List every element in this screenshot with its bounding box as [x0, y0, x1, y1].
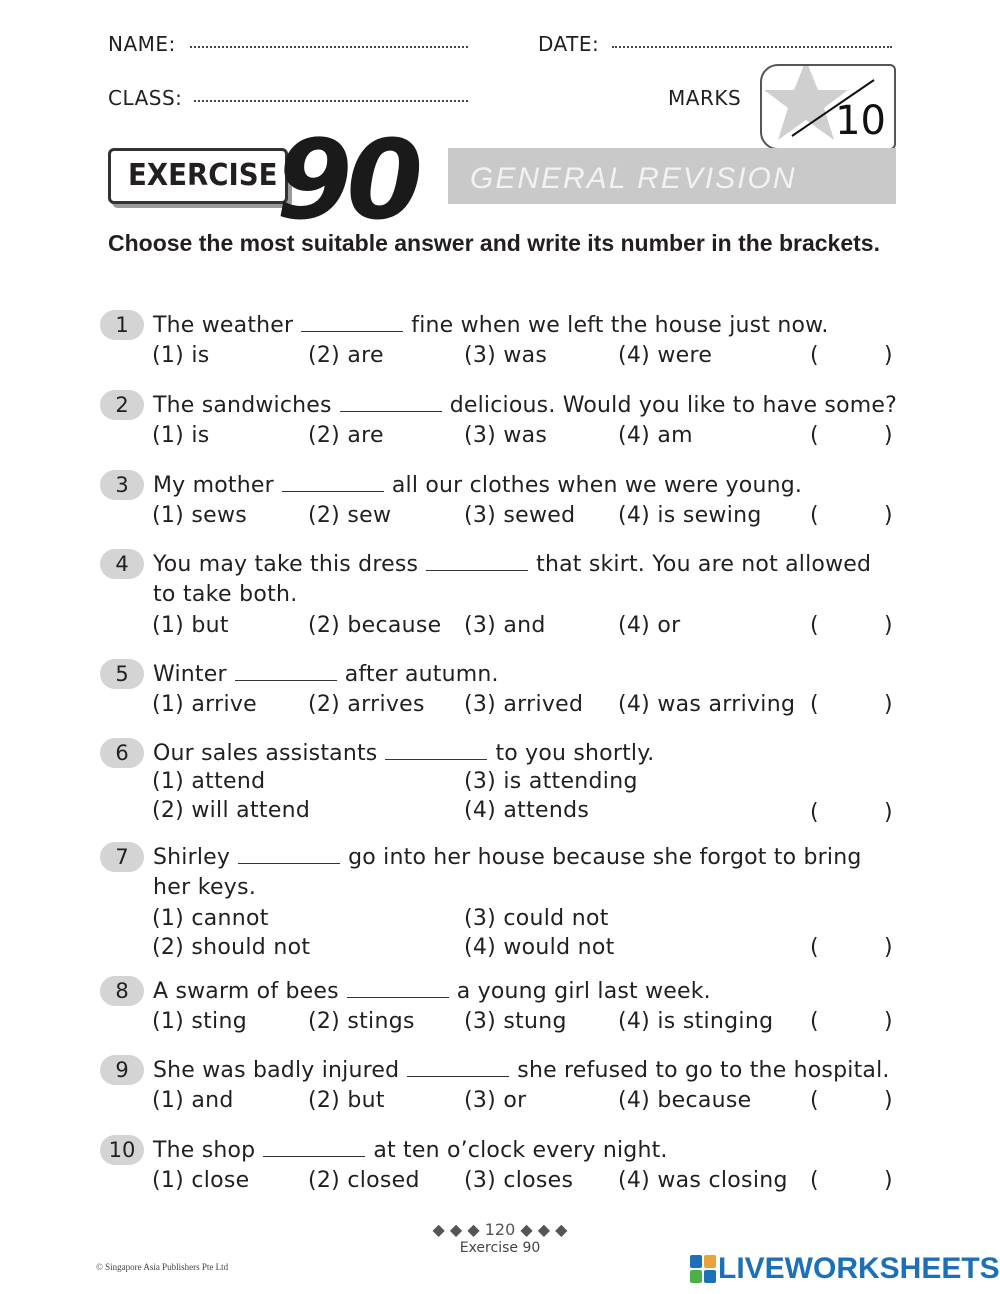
question-number-badge: 1	[100, 310, 144, 340]
class-label: CLASS:	[108, 86, 183, 110]
answer-input[interactable]	[824, 613, 882, 639]
answer-bracket-open: (	[810, 1009, 819, 1034]
option-3: (2) should not	[152, 935, 311, 960]
question-text	[153, 310, 900, 341]
answer-bracket-open: (	[810, 1088, 819, 1113]
question-text-after: after autumn.	[344, 662, 499, 687]
option-1: (1) attend	[152, 769, 266, 794]
answer-bracket-close: )	[884, 503, 893, 528]
copyright: © Singapore Asia Publishers Pte Ltd	[96, 1262, 229, 1272]
exercise-label: EXERCISE	[128, 158, 278, 193]
option-1: (1) cannot	[152, 906, 269, 931]
option-4: (4) or	[618, 613, 681, 638]
option-2: (3) could not	[464, 906, 609, 931]
answer-bracket-open: (	[810, 613, 819, 638]
answer-bracket-close: )	[884, 1168, 893, 1193]
marks-total: 10	[835, 98, 886, 144]
question-text-after: to you shortly.	[495, 741, 655, 766]
option-2: (2) sew	[308, 503, 392, 528]
question-text-before: The shop	[153, 1138, 256, 1163]
option-1: (1) close	[152, 1168, 250, 1193]
question-text	[153, 470, 900, 501]
logo-icon	[690, 1255, 716, 1283]
answer-bracket-open: (	[810, 800, 819, 825]
question-text-after: all our clothes when we were young.	[391, 473, 803, 498]
option-4: (4) am	[618, 423, 693, 448]
answer-bracket-open: (	[810, 1168, 819, 1193]
answer-input[interactable]	[824, 692, 882, 718]
date-label: DATE:	[538, 32, 600, 56]
answer-input[interactable]	[824, 503, 882, 529]
date-field[interactable]	[612, 46, 892, 48]
question-text-before: She was badly injured	[153, 1058, 400, 1083]
option-3: (3) or	[464, 1088, 527, 1113]
answer-input[interactable]	[824, 423, 882, 449]
question-text	[153, 390, 900, 421]
question-number-badge: 8	[100, 976, 144, 1006]
option-2: (2) but	[308, 1088, 385, 1113]
section-title: GENERAL REVISION	[470, 162, 797, 195]
option-3: (3) sewed	[464, 503, 576, 528]
question-text-before: Shirley	[153, 845, 231, 870]
marks-box	[760, 64, 896, 150]
answer-bracket-close: )	[884, 423, 893, 448]
answer-bracket-open: (	[810, 343, 819, 368]
option-1: (1) is	[152, 423, 210, 448]
answer-bracket-close: )	[884, 343, 893, 368]
question-number-badge: 5	[100, 659, 144, 689]
name-label: NAME:	[108, 32, 176, 56]
option-4: (4) would not	[464, 935, 615, 960]
question-text	[153, 1055, 900, 1086]
answer-blank	[426, 549, 528, 571]
answer-bracket-close: )	[884, 613, 893, 638]
answer-bracket-open: (	[810, 935, 819, 960]
marks-label: MARKS	[668, 86, 742, 110]
question-text	[153, 659, 900, 690]
answer-blank	[301, 310, 403, 332]
option-4: (4) is stinging	[618, 1009, 774, 1034]
name-field[interactable]	[190, 46, 468, 48]
option-1: (1) arrive	[152, 692, 258, 717]
question-text-continued: to take both.	[153, 582, 298, 607]
option-3: (3) was	[464, 423, 548, 448]
ornament-left-icon: ◆ ◆ ◆	[432, 1220, 480, 1239]
option-3: (3) arrived	[464, 692, 584, 717]
liveworksheets-logo[interactable]	[690, 1252, 1000, 1286]
page-number-line	[0, 1220, 1000, 1239]
option-2: (2) are	[308, 343, 384, 368]
option-3: (3) stung	[464, 1009, 567, 1034]
answer-blank	[282, 470, 384, 492]
answer-bracket-close: )	[884, 1009, 893, 1034]
option-2: (2) stings	[308, 1009, 415, 1034]
answer-bracket-close: )	[884, 1088, 893, 1113]
question-text-after: fine when we left the house just now.	[411, 313, 829, 338]
option-3: (3) closes	[464, 1168, 574, 1193]
option-1: (1) but	[152, 613, 229, 638]
question-text-after: delicious. Would you like to have some?	[449, 393, 897, 418]
answer-bracket-open: (	[810, 503, 819, 528]
class-field[interactable]	[194, 100, 468, 102]
question-text	[153, 549, 900, 580]
answer-blank	[235, 659, 337, 681]
option-4: (4) attends	[464, 798, 590, 823]
option-2: (2) are	[308, 423, 384, 448]
option-4: (4) because	[618, 1088, 752, 1113]
question-text	[153, 842, 900, 873]
instruction: Choose the most suitable answer and write its number in the brackets.	[108, 230, 880, 256]
question-number-badge: 9	[100, 1055, 144, 1085]
question-number-badge: 7	[100, 842, 144, 872]
question-text-before: A swarm of bees	[153, 979, 339, 1004]
question-text	[153, 976, 900, 1007]
question-number-badge: 3	[100, 470, 144, 500]
option-1: (1) sting	[152, 1009, 247, 1034]
answer-bracket-open: (	[810, 692, 819, 717]
answer-input[interactable]	[824, 1168, 882, 1194]
question-text-before: My mother	[153, 473, 274, 498]
answer-blank	[407, 1055, 509, 1077]
option-1: (1) sews	[152, 503, 248, 528]
ornament-right-icon: ◆ ◆ ◆	[520, 1220, 568, 1239]
question-text-before: You may take this dress	[153, 552, 419, 577]
question-text	[153, 738, 900, 769]
option-3: (3) was	[464, 343, 548, 368]
answer-blank	[263, 1135, 365, 1157]
answer-bracket-close: )	[884, 692, 893, 717]
answer-blank	[385, 738, 487, 760]
answer-blank	[238, 842, 340, 864]
option-3: (3) and	[464, 613, 546, 638]
question-text-after: a young girl last week.	[456, 979, 711, 1004]
option-2: (2) arrives	[308, 692, 425, 717]
question-text-before: Our sales assistants	[153, 741, 378, 766]
option-2: (2) because	[308, 613, 442, 638]
question-number-badge: 4	[100, 549, 144, 579]
answer-input[interactable]	[824, 800, 882, 826]
page-number: 120	[484, 1220, 516, 1239]
question-text-after: that skirt. You are not allowed	[536, 552, 872, 577]
answer-blank	[340, 390, 442, 412]
answer-bracket-close: )	[884, 935, 893, 960]
answer-bracket-open: (	[810, 423, 819, 448]
answer-blank	[347, 976, 449, 998]
question-text-before: Winter	[153, 662, 227, 687]
option-4: (4) is sewing	[618, 503, 762, 528]
question-text-before: The sandwiches	[153, 393, 332, 418]
question-text-after: she refused to go to the hospital.	[517, 1058, 890, 1083]
question-text-after: at ten o’clock every night.	[373, 1138, 668, 1163]
option-3: (2) will attend	[152, 798, 311, 823]
option-2: (2) closed	[308, 1168, 420, 1193]
question-text-before: The weather	[153, 313, 294, 338]
question-number-badge: 10	[100, 1135, 144, 1165]
option-4: (4) was closing	[618, 1168, 788, 1193]
answer-input[interactable]	[824, 935, 882, 961]
option-4: (4) were	[618, 343, 713, 368]
answer-input[interactable]	[824, 343, 882, 369]
option-2: (3) is attending	[464, 769, 638, 794]
answer-input[interactable]	[824, 1009, 882, 1035]
option-1: (1) is	[152, 343, 210, 368]
exercise-footer-label: Exercise 90	[459, 1240, 541, 1256]
logo-text: LIVEWORKSHEETS	[718, 1252, 1000, 1285]
answer-bracket-close: )	[884, 800, 893, 825]
question-text	[153, 1135, 900, 1166]
question-number-badge: 2	[100, 390, 144, 420]
exercise-number: 90	[276, 116, 418, 244]
option-4: (4) was arriving	[618, 692, 796, 717]
option-1: (1) and	[152, 1088, 234, 1113]
question-text-continued: her keys.	[153, 875, 257, 900]
question-number-badge: 6	[100, 738, 144, 768]
answer-input[interactable]	[824, 1088, 882, 1114]
question-text-after: go into her house because she forgot to bring	[348, 845, 862, 870]
